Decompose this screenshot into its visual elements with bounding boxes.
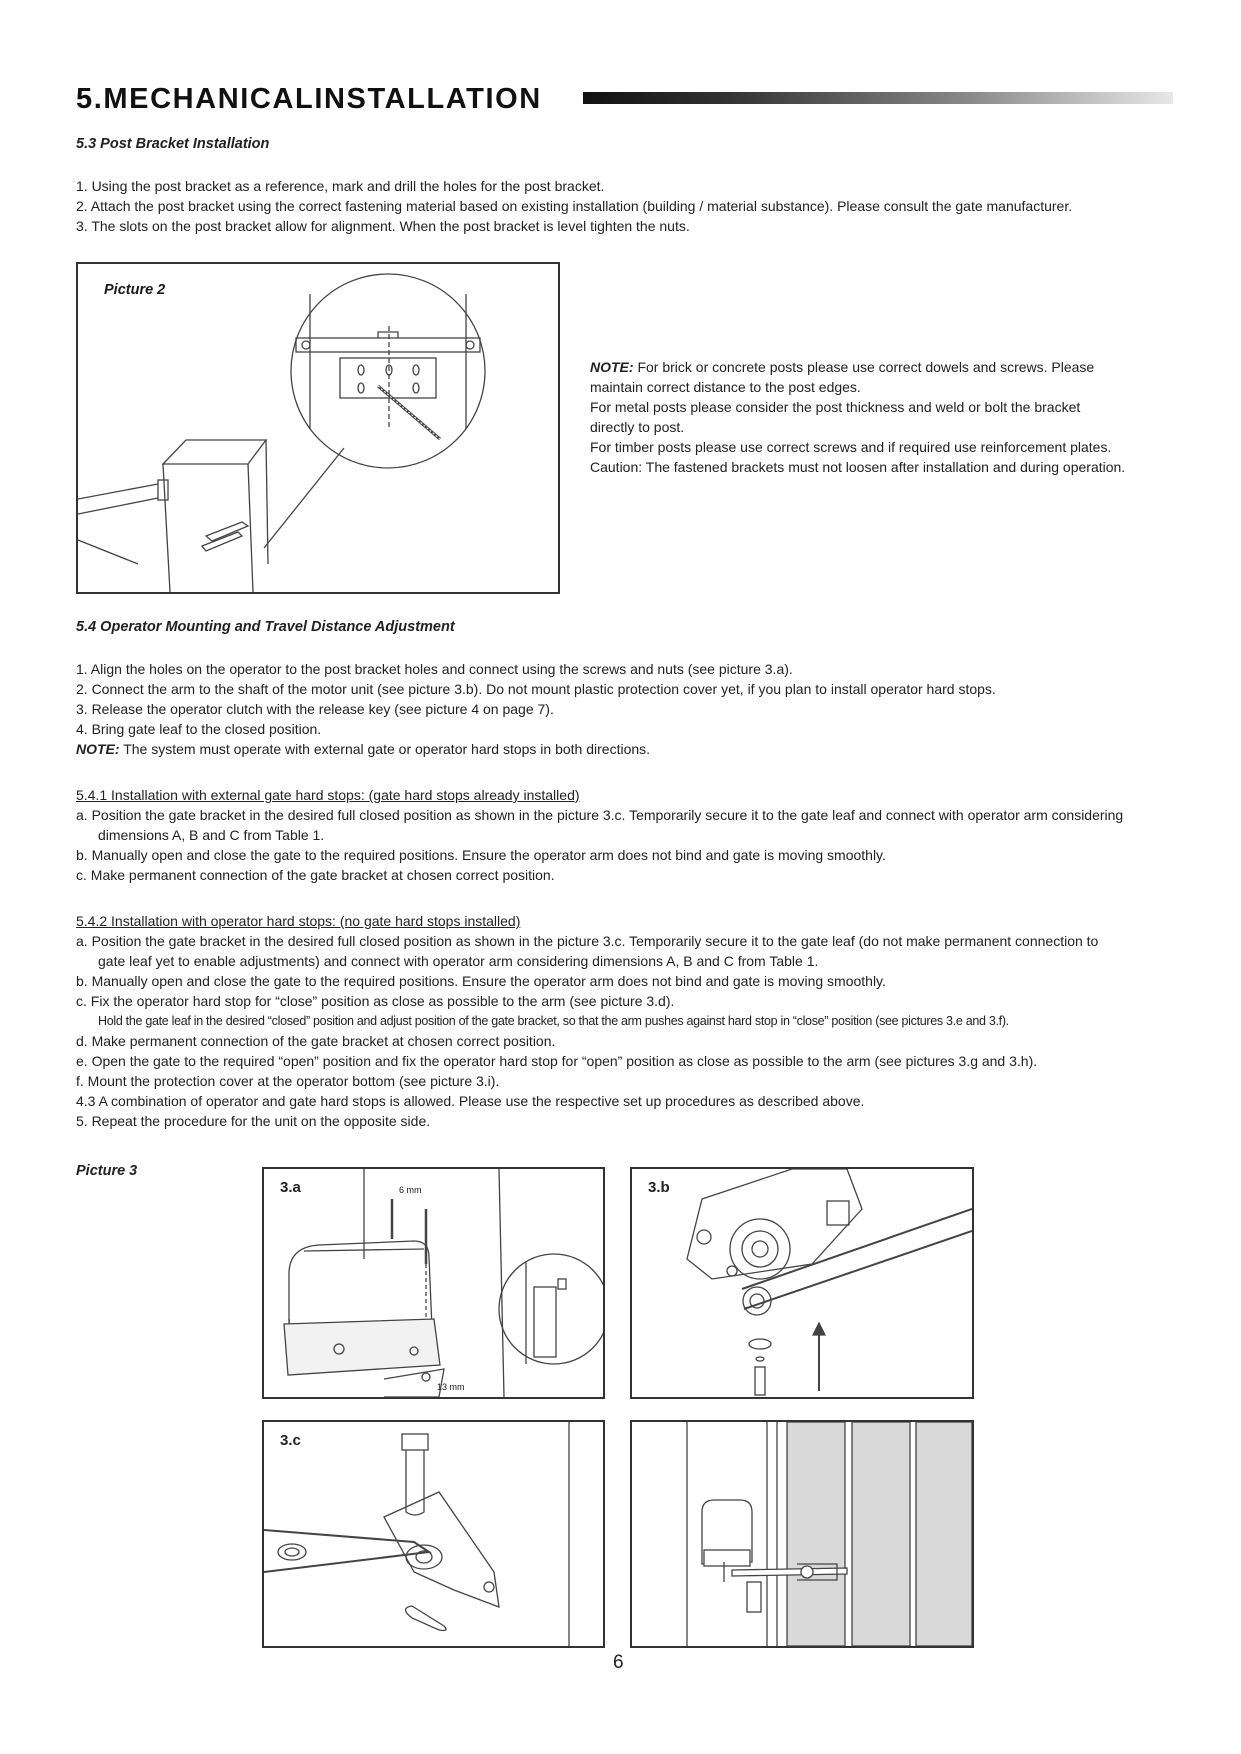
section-5-4-2 (76, 911, 1098, 1131)
section-5-4-2-heading: 5.4.2 Installation with operator hard stops: (no gate hard stops installed) (76, 913, 521, 929)
list-item: a. Position the gate bracket in the desired full closed position as shown in the picture 3.c. Temporarily secure it to the gate leaf (do not make permanent connection to (76, 933, 1099, 949)
page-number: 6 (613, 1652, 624, 1673)
list-item: b. Manually open and close the gate to the required positions. Ensure the operator arm does not bind and gate is moving smoothly. (76, 973, 886, 989)
figure-3c (262, 1420, 605, 1648)
section-5-4-1-heading: 5.4.1 Installation with external gate hard stops: (gate hard stops already installed) (76, 787, 580, 803)
figure-3a-label: 3.a (280, 1179, 301, 1196)
picture-2-frame (76, 262, 560, 594)
note-line: Caution: The fastened brackets must not loosen after installation and during operation. (590, 459, 1126, 475)
list-item: 1. Align the holes on the operator to the post bracket holes and connect using the screws and nuts (see picture 3.a). (76, 661, 793, 677)
list-item: dimensions A, B and C from Table 1. (98, 827, 325, 843)
section-5-3-heading: 5.3 Post Bracket Installation (76, 136, 270, 152)
note-text: The system must operate with external gate or operator hard stops in both directions. (119, 741, 651, 757)
note-line: maintain correct distance to the post edges. (590, 379, 861, 395)
list-item: 3. The slots on the post bracket allow for alignment. When the post bracket is level tighten the nuts. (76, 218, 690, 234)
list-item: c. Make permanent connection of the gate bracket at chosen correct position. (76, 867, 555, 883)
figure-3b (630, 1167, 974, 1399)
list-item: gate leaf yet to enable adjustments) and connect with operator arm considering dimensions A, B and C from Table 1. (98, 953, 819, 969)
list-item: f. Mount the protection cover at the operator bottom (see picture 3.i). (76, 1073, 500, 1089)
note-line: directly to post. (590, 419, 685, 435)
list-item: 4. Bring gate leaf to the closed position. (76, 721, 322, 737)
gate-bracket-illustration (264, 1422, 603, 1646)
list-item: a. Position the gate bracket in the desired full closed position as shown in the picture 3.c. Temporarily secure it to the gate leaf and connect with operator arm considering (76, 807, 1124, 823)
figure-3a (262, 1167, 605, 1399)
figure-3b-label: 3.b (648, 1179, 670, 1196)
note-label: NOTE: (590, 359, 634, 375)
list-item: 2. Attach the post bracket using the correct fastening material based on existing installation (building / material substance). Please consult the gate manufacturer. (76, 198, 1073, 214)
list-item: c. Fix the operator hard stop for “close” position as close as possible to the arm (see picture 3.d). (76, 993, 675, 1009)
note-picture-2 (590, 357, 1125, 477)
list-item: 2. Connect the arm to the shaft of the motor unit (see picture 3.b). Do not mount plastic protection cover yet, if you plan to install operator hard stops. (76, 681, 996, 697)
section-5-4-list (76, 659, 996, 759)
list-item: 3. Release the operator clutch with the release key (see picture 4 on page 7). (76, 701, 554, 717)
page-title: 5.MECHANICALINSTALLATION (76, 83, 542, 115)
list-item: b. Manually open and close the gate to the required positions. Ensure the operator arm does not bind and gate is moving smoothly. (76, 847, 886, 863)
list-item: Hold the gate leaf in the desired “closed” position and adjust position of the gate bracket, so that the arm pushes against hard stop in “close” position (see pictures 3.e and 3.f). (98, 1014, 1009, 1028)
section-5-4-heading: 5.4 Operator Mounting and Travel Distance Adjustment (76, 619, 455, 635)
list-item: d. Make permanent connection of the gate bracket at chosen correct position. (76, 1033, 556, 1049)
dimension-label: 6 mm (399, 1185, 422, 1195)
picture-3-label: Picture 3 (76, 1163, 138, 1179)
post-bracket-illustration (78, 264, 558, 592)
arm-connection-illustration (632, 1169, 972, 1397)
note-line: For timber posts please use correct screws and if required use reinforcement plates. (590, 439, 1112, 455)
section-5-3-list (76, 176, 1072, 236)
gate-installed-illustration (632, 1422, 972, 1646)
list-item: 5. Repeat the procedure for the unit on the opposite side. (76, 1113, 431, 1129)
title-rule (583, 92, 1173, 104)
note-label: NOTE: (76, 741, 120, 757)
figure-3d (630, 1420, 974, 1648)
dimension-label: 13 mm (437, 1382, 465, 1392)
list-item: 4.3 A combination of operator and gate hard stops is allowed. Please use the respective set up procedures as described above. (76, 1093, 865, 1109)
figure-3c-label: 3.c (280, 1432, 301, 1449)
list-item: 1. Using the post bracket as a reference, mark and drill the holes for the post bracket. (76, 178, 605, 194)
note-text: For brick or concrete posts please use correct dowels and screws. Please (633, 359, 1095, 375)
section-5-4-1 (76, 785, 1123, 885)
picture-2-label: Picture 2 (104, 282, 166, 298)
operator-mounting-illustration (264, 1169, 603, 1397)
note-line: For metal posts please consider the post thickness and weld or bolt the bracket (590, 399, 1081, 415)
list-item: e. Open the gate to the required “open” position and fix the operator hard stop for “open” position as close as possible to the arm (see pictures 3.g and 3.h). (76, 1053, 1038, 1069)
